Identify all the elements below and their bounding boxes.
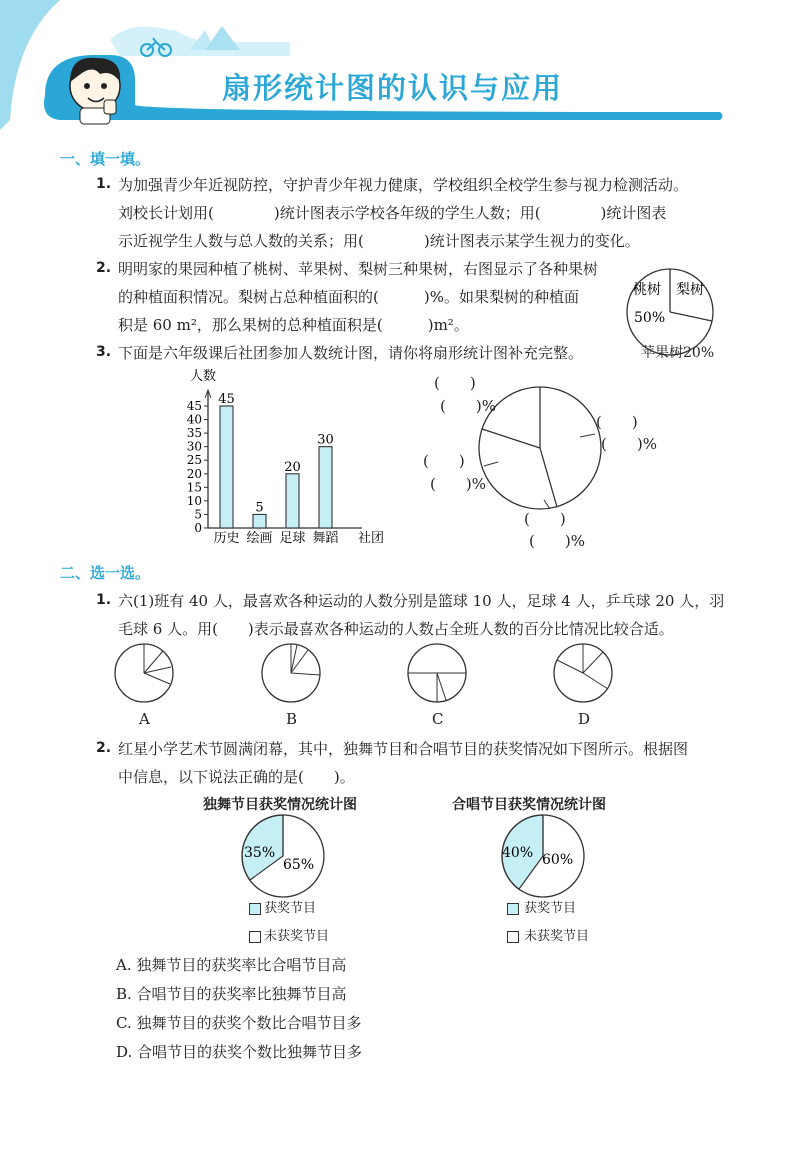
chorus-pie — [496, 813, 592, 899]
pie-blank-3a[interactable]: ( ) — [423, 452, 465, 470]
chorus-win-pct: 40% — [502, 845, 534, 861]
bar-y-tick-label: 40 — [186, 412, 202, 427]
pie-blank-3b[interactable]: ( )% — [430, 475, 486, 493]
legend-win-swatch-1 — [249, 903, 261, 915]
peach-pct-label: 50% — [634, 310, 666, 326]
pie-blank-4a[interactable]: ( ) — [524, 510, 566, 528]
answer-a[interactable]: A. 独舞节目的获奖率比合唱节目高 — [116, 956, 347, 974]
bar-y-tick-label: 45 — [186, 399, 202, 413]
s2q1-line-2: 毛球 6 人。用( )表示最喜欢各种运动的人数占全班人数的百分比情况比较合适。 — [118, 620, 674, 638]
bar-2 — [286, 474, 299, 528]
pie-blank-2a[interactable]: ( ) — [596, 413, 638, 431]
club-bar-chart — [180, 366, 390, 550]
option-b-label[interactable]: B — [286, 710, 298, 728]
bar-value-label: 30 — [317, 432, 334, 448]
bar-y-tick-label: 10 — [186, 493, 202, 508]
option-b-pie[interactable] — [260, 642, 322, 704]
bar-category-label: 舞蹈 — [312, 531, 339, 546]
s2q2-line-2: 中信息，以下说法正确的是( )。 — [118, 768, 355, 786]
bar-y-tick-label: 25 — [186, 453, 202, 468]
s2q2-line-1: 红星小学艺术节圆满闭幕，其中，独舞节目和合唱节目的获奖情况如下图所示。根据图 — [118, 740, 689, 758]
chorus-chart-title: 合唱节目获奖情况统计图 — [452, 797, 606, 813]
bar-category-label: 历史 — [213, 531, 240, 546]
bar-1 — [253, 514, 266, 528]
q2-line-3: 积是 60 m²，那么果树的总种植面积是( )m²。 — [118, 316, 469, 334]
page-title: 扇形统计图的认识与应用 — [222, 71, 564, 105]
option-a-pie[interactable] — [113, 642, 175, 704]
q2-line-1: 明明家的果园种植了桃树、苹果树、梨树三种果树，右图显示了各种果树 — [118, 260, 599, 278]
q1-line-3: 示近视学生人数与总人数的关系；用( )统计图表示某学生视力的变化。 — [118, 232, 640, 250]
pear-label: 梨树 — [676, 282, 704, 298]
bar-3 — [319, 447, 332, 528]
legend-lose-label-1: 未获奖节目 — [264, 929, 330, 944]
bar-0 — [220, 406, 233, 528]
solo-win-pct: 35% — [244, 845, 276, 861]
q3-number: 3. — [96, 344, 112, 360]
option-d-pie[interactable] — [552, 642, 614, 704]
q2-number: 2. — [96, 260, 112, 276]
solo-chart-title: 独舞节目获奖情况统计图 — [203, 797, 357, 813]
option-c-label[interactable]: C — [432, 710, 444, 728]
q1-line-1: 为加强青少年近视防控，守护青少年视力健康，学校组织全校学生参与视力检测活动。 — [118, 176, 689, 194]
legend-win-label-2: 获奖节目 — [524, 901, 577, 916]
pie-blank-4b[interactable]: ( )% — [529, 532, 585, 550]
bar-y-tick-label: 5 — [194, 507, 202, 522]
pie-blank-2b[interactable]: ( )% — [601, 435, 657, 453]
apple-label: 苹果树20% — [641, 345, 715, 361]
bar-y-tick-label: 15 — [186, 480, 202, 495]
q1-line-2: 刘校长计划用( )统计图表示学校各年级的学生人数；用( )统计图表 — [118, 204, 667, 222]
bar-y-tick-label: 30 — [186, 439, 202, 454]
section1-heading: 一、填一填。 — [60, 150, 151, 168]
option-c-pie[interactable] — [406, 642, 468, 704]
legend-lose-swatch-2 — [507, 931, 519, 943]
bar-value-label: 20 — [284, 459, 301, 475]
s2q2-number: 2. — [96, 740, 112, 756]
option-d-label[interactable]: D — [578, 710, 591, 728]
chorus-lose-pct: 60% — [542, 852, 574, 868]
bar-y-tick-label: 20 — [186, 466, 202, 481]
legend-lose-swatch-1 — [249, 931, 261, 943]
q1-number: 1. — [96, 176, 112, 192]
peach-label: 桃树 — [633, 282, 661, 298]
solo-pie — [236, 813, 332, 899]
pie-blank-1b[interactable]: ( )% — [440, 397, 496, 415]
bar-ylabel: 人数 — [190, 369, 217, 384]
bar-value-label: 45 — [218, 392, 235, 407]
legend-win-swatch-2 — [507, 903, 519, 915]
section2-heading: 二、选一选。 — [60, 564, 151, 582]
s2q1-line-1: 六(1)班有 40 人，最喜欢各种运动的人数分别是篮球 10 人，足球 4 人，乒乓球 20 人，羽 — [118, 592, 725, 610]
q2-line-2: 的种植面积情况。梨树占总种植面积的( )%。如果梨树的种植面 — [118, 288, 579, 306]
q3-line: 下面是六年级课后社团参加人数统计图，请你将扇形统计图补充完整。 — [118, 344, 584, 362]
bar-y-tick-label: 35 — [186, 426, 202, 441]
answer-d[interactable]: D. 合唱节目的获奖个数比独舞节目多 — [116, 1043, 363, 1061]
legend-win-label-1: 获奖节目 — [264, 901, 317, 916]
answer-b[interactable]: B. 合唱节目的获奖率比独舞节目高 — [116, 985, 347, 1003]
legend-lose-label-2: 未获奖节目 — [524, 929, 590, 944]
solo-lose-pct: 65% — [283, 857, 315, 873]
bar-value-label: 5 — [255, 500, 264, 516]
bar-category-label: 绘画 — [246, 531, 273, 546]
bar-xlabel: 社团 — [358, 531, 385, 546]
option-a-label[interactable]: A — [139, 710, 150, 728]
s2q1-number: 1. — [96, 592, 112, 608]
bar-y-tick-label: 0 — [194, 521, 202, 535]
answer-c[interactable]: C. 独舞节目的获奖个数比合唱节目多 — [116, 1014, 362, 1032]
pie-blank-1a[interactable]: ( ) — [434, 374, 476, 392]
bar-category-label: 足球 — [279, 531, 306, 546]
